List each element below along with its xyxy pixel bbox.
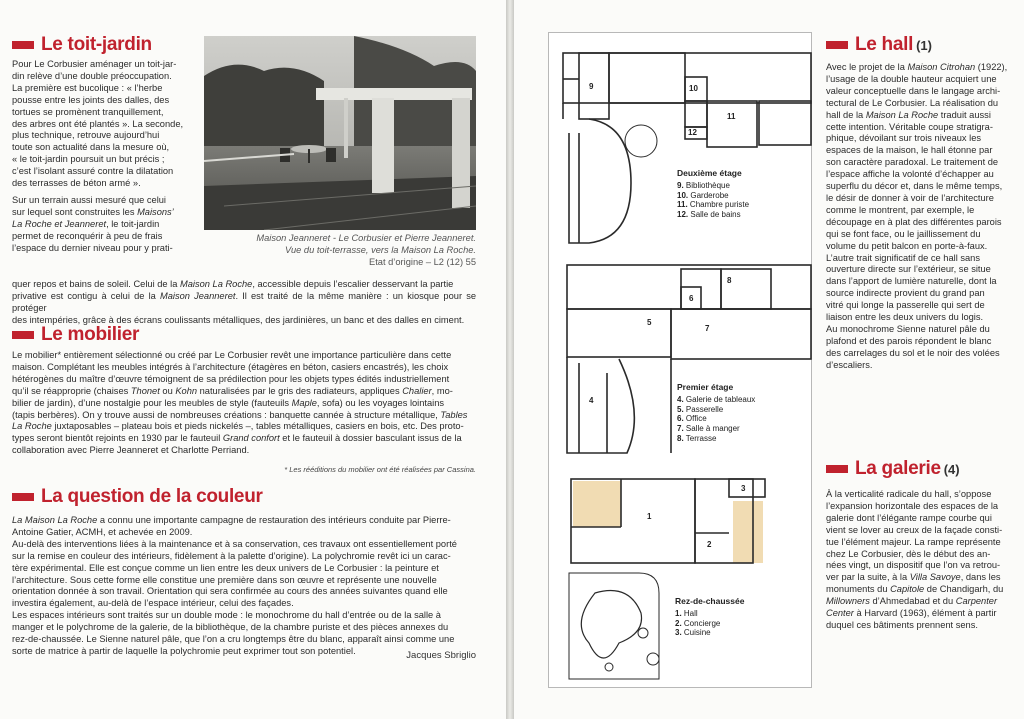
text-em: Maisons’ (137, 206, 174, 217)
legend-item (675, 628, 744, 638)
text-run: traduit aussi (938, 109, 991, 120)
text-line: phique, dévoilant sur trois niveaux les (826, 133, 982, 144)
legend-number: 11. (677, 200, 688, 210)
room-number: 6 (689, 294, 694, 303)
text-line: sur la remise en couleur des intérieurs, fidèlement à la palette d’origine). La polychromie revêt ici un carac- (12, 550, 451, 561)
text-run: sur lequel sont construites les (12, 206, 138, 217)
text-line: « le toit-jardin poursuit un but précis ; (12, 154, 165, 165)
photo-caption (204, 233, 476, 269)
text-em: Grand confort (222, 433, 280, 444)
legend-label: Office (685, 414, 707, 424)
legend-item (677, 395, 755, 405)
text-run: bilier de jardin), d’une nostalgie pour les meubles de style (fauteuils (12, 397, 292, 408)
text-em: La Roche (12, 421, 52, 432)
text-line: découpage en à plat des différentes parois (826, 216, 1002, 227)
text-line (12, 410, 476, 422)
legend-item (677, 414, 755, 424)
text-line: investira également, au-delà de l’espace intérieur, celui des façades. (12, 598, 294, 609)
text-run: , le toit-jardin (106, 218, 160, 229)
text-line: plus technique, retrouve aujourd’hui (12, 130, 160, 141)
text-line (12, 433, 476, 445)
room-number: 5 (647, 318, 652, 327)
room-number: 2 (707, 540, 712, 549)
text-run: Avec le projet de la (826, 62, 908, 72)
text-line: L’autre trait significatif de ce hall sans (826, 252, 980, 263)
legend-number: 3. (675, 628, 682, 638)
text-line (12, 207, 198, 219)
text-line: La première est bucolique : « l’herbe (12, 82, 163, 93)
text-line (12, 421, 476, 433)
text-line: sorte de matrice à partir de laquelle la polychromie peut exprimer tout son potentiel. (12, 645, 356, 656)
legend-label: Chambre puriste (689, 200, 750, 210)
text-line: Antoine Gatier, ACMH, et achevée en 2009. (12, 526, 193, 537)
text-em: Thonet (130, 385, 160, 396)
text-line: dans l’apport de lumière naturelle, dont la (826, 276, 997, 287)
legend-item (675, 609, 744, 619)
text-line: À la verticalité radicale du hall, s’oppose (826, 489, 992, 499)
text-em: Capitole (890, 584, 925, 595)
text-em: Kohn (175, 385, 198, 396)
legend-item (677, 424, 755, 434)
text-line: maison. Complétant les meubles intégrés à l’architecture (étagères en béton, casiers encastrés), les choix (12, 361, 449, 372)
text-em: Carpenter (955, 596, 998, 607)
text-line: Les espaces intérieurs sont traités sur un double mode : le monochrome du hall d’entrée ou de la salle à (12, 610, 441, 621)
text-line: din relève d’une double préoccupation. (12, 70, 172, 81)
text-run: à Harvard (1963), élément à partir (853, 608, 997, 619)
heading-couleur-title: La question de la couleur (41, 486, 263, 507)
text-line: permet de reconquérir à peu de frais (12, 230, 163, 241)
room-number: 9 (589, 82, 594, 91)
text-line (826, 62, 1012, 74)
text-run: juxtaposables – plateau bois et pieds nickelés –, tables métalliques, casiers en bois, etc. Des proto- (51, 421, 464, 432)
hall-text (826, 62, 1012, 372)
text-line: l’expansion horizontale des espaces de la (826, 500, 999, 511)
text-line: c’est l’isolant assuré contre la dilatation (12, 166, 174, 177)
text-em: Maison Citrohan (907, 62, 976, 72)
legend-number: 5. (677, 404, 684, 414)
text-line: vitré qui longe la passerelle qui sert de (826, 300, 985, 311)
heading-bar (12, 331, 34, 339)
legend-rez-de-chaussee (675, 597, 744, 638)
text-line: plafond et des parois répondent le blanc (826, 335, 992, 346)
plan-rez-de-chaussee (569, 479, 765, 679)
text-em: La Roche et Jeanneret (12, 218, 107, 229)
caption-line (204, 245, 476, 257)
text-line: tère expérimental. Elle est conçue comme un lien entre les deux univers de Le Corbusier : la peinture et (12, 562, 439, 573)
text-line: tortues se promènent tranquillement, (12, 106, 164, 117)
text-line: tue l’élément majeur. La rampe représente (826, 536, 1001, 547)
text-em: Villa Savoye (909, 572, 961, 583)
text-line: le désir de donner à voir de l’architecture (826, 192, 994, 203)
text-line: toute son actualité dans la mesure où, (12, 142, 170, 153)
caption-line: Etat d’origine – L2 (12) 55 (369, 256, 476, 267)
text-line (826, 572, 1012, 584)
author-signature: Jacques Sbriglio (406, 650, 476, 661)
legend-label: Passerelle (685, 404, 724, 414)
legend-label: Terrasse (685, 433, 717, 443)
text-line (12, 279, 476, 291)
heading-galerie (826, 458, 960, 480)
text-line: Au-delà des interventions liées à la maintenance et à sa conservation, ces travaux ont essentiellement porté (12, 538, 457, 549)
text-line (12, 386, 476, 398)
text-line: vient se lover au creux de la façade consti- (826, 524, 1003, 535)
text-run: . Il est traité de la même manière : un kiosque pour se protéger (12, 290, 477, 313)
text-line: manger et le polychrome de la galerie, de la bibliothèque, de la chambre puriste et des pièces annexes du (12, 622, 449, 633)
text-line (826, 608, 1012, 620)
text-line (12, 515, 476, 527)
text-line: Sur un terrain aussi mesuré que celui (12, 195, 166, 205)
text-line: d’escaliers. (826, 359, 873, 370)
text-line: collaboration avec Pierre Jeanneret et Charlotte Perriand. (12, 445, 250, 456)
text-run: quer repos et bains de soleil. Celui de la (12, 279, 180, 289)
text-em: Maison La Roche (179, 279, 253, 289)
text-line: l’architecture. Sous cette forme elle constitue une première dans son œuvre et représente une nouvelle (12, 574, 437, 585)
legend-item (677, 200, 749, 210)
text-line (12, 291, 476, 315)
floor-plans-drawing (549, 33, 813, 689)
text-run: (tapis berbères). On y trouve aussi de nombreuses créations : banquette cannée à structure métallique, (12, 409, 441, 420)
text-run: de Chandigarh, du (924, 584, 1004, 595)
text-run: d’Ahmedabad et du (869, 596, 956, 607)
text-line: Pour Le Corbusier aménager un toit-jar- (12, 59, 177, 69)
room-number: 11 (727, 112, 736, 121)
toit-jardin-intro (12, 59, 198, 190)
text-run: types seront bientôt rejoints en 1930 par le fauteuil (12, 433, 223, 444)
text-run: , accessible depuis l’escalier desservant la partie (252, 279, 454, 289)
room-number: 8 (727, 276, 732, 285)
legend-label: Bibliothèque (685, 180, 730, 190)
legend-number: 1. (675, 608, 682, 618)
text-line: chez Le Corbusier, dès le début des an- (826, 548, 991, 559)
heading-bar (12, 493, 34, 501)
text-run: privative est contigu à celui de la (12, 290, 160, 301)
legend-label: Galerie de tableaux (685, 394, 756, 404)
legend-number: 8. (677, 433, 684, 443)
legend-number: 7. (677, 424, 684, 434)
text-line: cette intention. Véritable coupe stratigra- (826, 121, 993, 132)
text-line (826, 596, 1012, 608)
text-line: comme le montrent, par exemple, le (826, 204, 975, 215)
text-line (12, 219, 198, 231)
legend-label: Salle à manger (685, 424, 740, 434)
heading-toit-jardin (12, 34, 152, 56)
text-em: La Maison La Roche (12, 515, 98, 525)
text-line: des arbres ont été plantés ». La seconde, (12, 118, 184, 129)
text-run: , mo- (431, 385, 453, 396)
text-em: Maison La Roche (865, 109, 939, 120)
text-em: Millowners (826, 596, 870, 607)
legend-item (677, 434, 755, 444)
legend-deuxieme-etage (677, 169, 749, 220)
text-line: l’espace affiche la volonté d’échapper au (826, 169, 994, 180)
text-em: Tables (440, 409, 468, 420)
heading-galerie-title: La galerie (855, 458, 941, 479)
page-gutter (506, 0, 514, 719)
legend-item (675, 619, 744, 629)
text-run: et le fauteuil à dossier basculant issus de la (279, 433, 462, 444)
text-em: Center (826, 608, 854, 619)
text-line: orientation donnée à son travail. Orientation qui sera confirmée au cours des années suivantes quand elle (12, 586, 448, 597)
text-line: source indirecte provient du grand pan (826, 288, 985, 299)
room-number: 12 (688, 128, 697, 137)
text-line: duquel ces bâtiments prennent sens. (826, 619, 978, 630)
text-line: liaison entre les deux univers du logis. (826, 312, 984, 323)
text-run: naturalisées par le gris des radiateurs, appliques (197, 385, 403, 396)
floor-plans-panel (548, 32, 812, 688)
text-line: galerie dont l’élégante rampe courbe qui (826, 512, 992, 523)
heading-galerie-number: (4) (943, 461, 960, 477)
mobilier-text (12, 350, 476, 457)
legend-label: Hall (683, 608, 698, 618)
legend-number: 4. (677, 394, 684, 404)
legend-number: 10. (677, 190, 689, 200)
text-line: son caractère paradoxal. Le traitement de (826, 157, 999, 168)
roof-terrace-photo (204, 36, 476, 230)
room-number: 7 (705, 324, 710, 333)
heading-bar (12, 41, 34, 49)
legend-title: Rez-de-chaussée (675, 596, 745, 606)
legend-number: 6. (677, 414, 684, 424)
toit-jardin-p2 (12, 195, 198, 255)
text-em: Chalier (402, 385, 432, 396)
galerie-text (826, 489, 1012, 632)
heading-hall-title: Le hall (855, 34, 914, 55)
heading-couleur (12, 486, 263, 508)
couleur-text (12, 515, 476, 658)
text-line (826, 110, 1012, 122)
text-line (12, 398, 476, 410)
text-run: hall de la (826, 109, 866, 120)
text-run: (1922), (975, 62, 1008, 72)
heading-mobilier (12, 324, 139, 346)
text-line: volume du petit balcon en porte-à-faux. (826, 240, 988, 251)
text-line: rez-de-chaussée. Le Sienne naturel pâle, que l’on a cru longtemps être du blanc, apparaît ainsi comme une (12, 634, 455, 645)
text-line (826, 584, 1012, 596)
room-number: 10 (689, 84, 698, 93)
text-line: ouverture directe sur l’extérieur, se situe (826, 264, 991, 275)
text-run: ver par la suite, à la (826, 572, 910, 583)
legend-number: 2. (675, 618, 682, 628)
legend-number: 12. (677, 210, 689, 220)
text-line: des terrasses de béton armé ». (12, 178, 141, 189)
room-number: 3 (741, 484, 746, 493)
text-run: ou (159, 385, 176, 396)
text-em: Maple (291, 397, 317, 408)
text-run: Vue du toit-terrasse, vers la (284, 244, 402, 255)
roof-terrace-photo-illustration (204, 36, 476, 230)
text-line: nées vingt, un dispositif que l’on va retrou- (826, 560, 1001, 571)
legend-number: 9. (677, 180, 684, 190)
text-line: l’usage de la double hauteur acquiert une (826, 73, 997, 84)
text-em: Maison La Roche. (401, 244, 476, 255)
text-run: qu’il se réapproprie (chaises (12, 385, 131, 396)
legend-item (677, 405, 755, 415)
legend-title: Premier étage (677, 382, 734, 392)
text-line: hétérogènes du maître d’œuvre témoignent de sa prédilection pour les objets types édités industriellement (12, 373, 450, 384)
caption-line: Maison Jeanneret - Le Corbusier et Pierre Jeanneret. (256, 233, 476, 243)
plan-highlight (573, 481, 621, 527)
room-number: 1 (647, 512, 652, 521)
text-line: qui se font face, ou le jaillissement du (826, 228, 981, 239)
text-line: espaces de la maison, le hall étonne par (826, 145, 993, 156)
text-line: tectural de Le Corbusier. La réalisation du (826, 97, 999, 108)
legend-title: Deuxième étage (677, 168, 742, 178)
room-number: 4 (589, 396, 594, 405)
toit-jardin-p2-cont (12, 279, 476, 327)
plan-highlight (733, 501, 763, 563)
text-line: valeur conceptuelle dans le langage archi- (826, 85, 1001, 96)
text-line: pousse entre les joints des dalles, des (12, 94, 170, 105)
text-line: l’espace du dernier niveau pour y prati- (12, 242, 173, 253)
legend-label: Concierge (683, 618, 721, 628)
text-line: des intempéries, grâce à des écrans coulissants métalliques, des jardinières, un banc et des dalles en ciment. (12, 314, 465, 325)
legend-premier-etage (677, 383, 755, 444)
text-run: a connu une importante campagne de restauration des intérieurs conduite par Pierre- (97, 515, 451, 525)
heading-mobilier-title: Le mobilier (41, 324, 140, 345)
heading-bar (826, 41, 848, 49)
text-line: des carrelages du sol et le noir des volées (826, 347, 1000, 358)
legend-label: Salle de bains (690, 210, 741, 220)
heading-hall-number: (1) (916, 37, 932, 53)
heading-bar (826, 465, 848, 473)
mobilier-footnote: * Les rééditions du mobilier ont été réalisées par Cassina. (284, 465, 476, 474)
legend-item (677, 181, 749, 191)
heading-hall (826, 34, 932, 56)
text-line: superflu du décor et, dans le même temps, (826, 181, 1003, 192)
text-line: Le mobilier* entièrement sélectionné ou créé par Le Corbusier revêt une importance particulière dans cette (12, 350, 452, 360)
heading-toit-jardin-title: Le toit-jardin (41, 34, 152, 55)
legend-label: Garderobe (690, 190, 729, 200)
legend-item (677, 191, 749, 201)
text-line: Au monochrome Sienne naturel pâle du (826, 323, 990, 334)
text-run: , dans les (960, 572, 1001, 583)
text-run: , sofa) ou les voyages lointains (316, 397, 445, 408)
text-em: Maison Jeanneret (159, 290, 236, 301)
legend-item (677, 210, 749, 220)
text-run: monuments du (826, 584, 891, 595)
legend-label: Cuisine (683, 628, 711, 638)
